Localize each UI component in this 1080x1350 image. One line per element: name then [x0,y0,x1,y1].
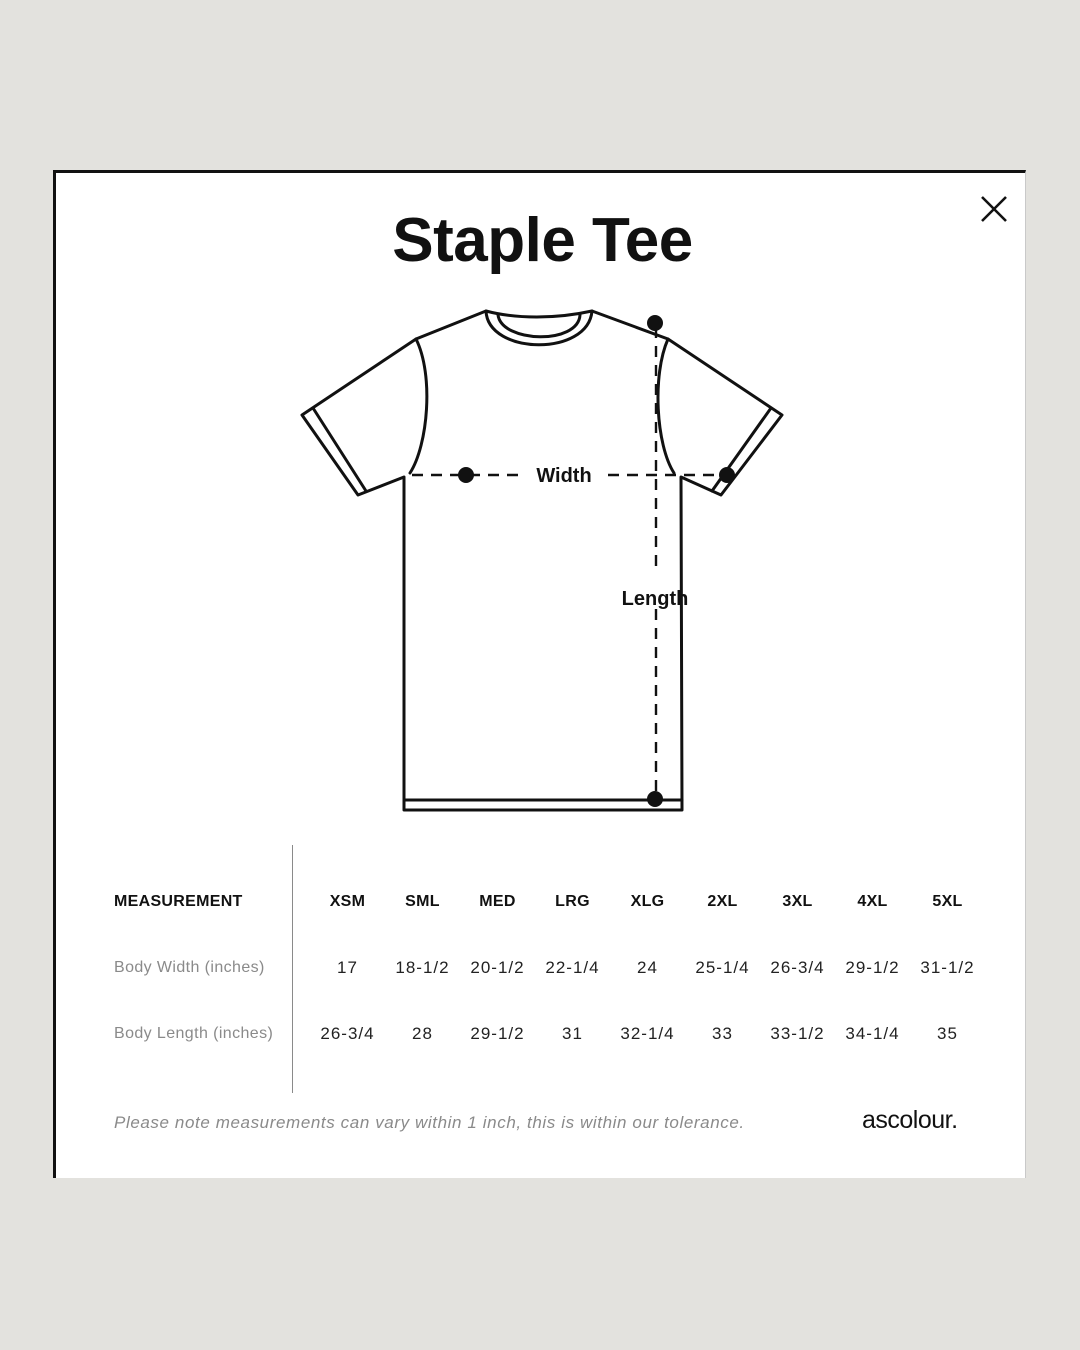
table-header-row [114,869,985,935]
page-title: Staple Tee [392,206,693,275]
table-cell: 33-1/2 [770,1024,825,1043]
header-size: MED [479,893,516,910]
table-cell: 31 [562,1024,583,1043]
header-size: 2XL [707,893,738,910]
table-cell: 26-3/4 [320,1024,375,1043]
header-size: SML [405,893,440,910]
header-size: LRG [555,893,590,910]
length-label: Length [621,588,689,610]
row-label: Body Width (inches) [114,959,265,976]
table-cell: 32-1/4 [620,1024,675,1043]
row-label: Body Length (inches) [114,1025,274,1042]
table-cell: 33 [712,1024,733,1043]
table-cell: 35 [937,1024,958,1043]
header-size: XSM [329,893,366,910]
header-size: XLG [630,893,665,910]
header-size: 3XL [782,893,813,910]
width-point-left [458,467,474,483]
right-sleeve-seam [658,339,674,473]
size-table [114,869,985,1067]
header-size: 4XL [857,893,888,910]
table-cell: 18-1/2 [395,958,450,977]
header-measurement: MEASUREMENT [114,893,243,910]
table-cell: 25-1/4 [695,958,750,977]
table-cell: 34-1/4 [845,1024,900,1043]
length-point-bottom [647,791,663,807]
table-cell: 17 [337,958,358,977]
tolerance-note: Please note measurements can vary within 1 inch, this is within our tolerance. [114,1113,745,1132]
size-guide-modal [53,170,1026,1178]
brand-logo: ascolour. [862,1106,958,1134]
table-cell: 31-1/2 [920,958,975,977]
table-row [114,935,985,1001]
table-cell: 20-1/2 [470,958,525,977]
header-size: 5XL [932,893,963,910]
tee-diagram [296,305,796,825]
width-point-right [719,467,735,483]
length-point-top [647,315,663,331]
table-cell: 28 [412,1024,433,1043]
left-cuff [313,408,366,491]
width-label: Width [536,465,592,487]
left-sleeve-seam [410,339,427,473]
tee-outline [302,311,782,810]
table-cell: 22-1/4 [545,958,600,977]
table-row [114,1001,985,1067]
tee-illustration [296,305,796,825]
table-cell: 29-1/2 [470,1024,525,1043]
table-cell: 29-1/2 [845,958,900,977]
table-cell: 24 [637,958,658,977]
table-cell: 26-3/4 [770,958,825,977]
